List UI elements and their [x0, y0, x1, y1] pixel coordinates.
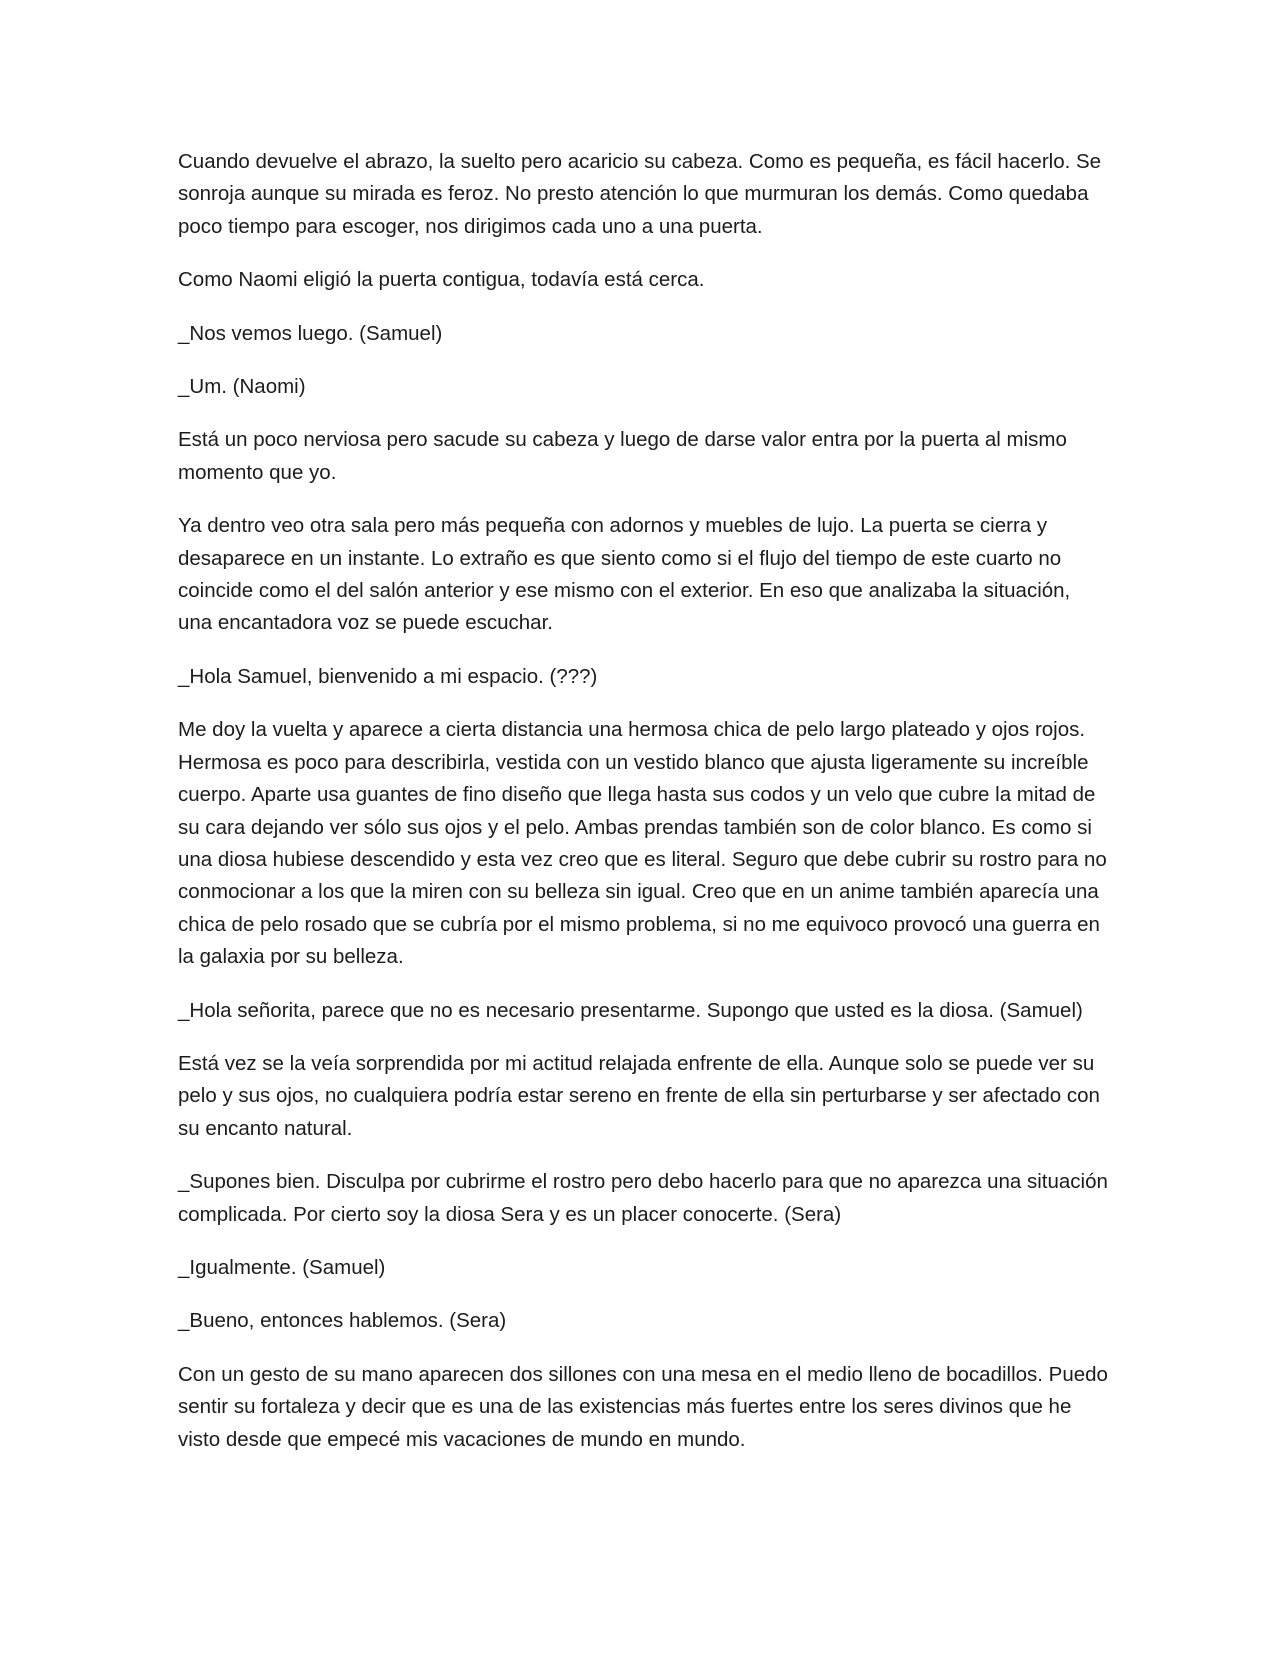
dialogue-line: _Hola señorita, parece que no es necesario presentarme. Supongo que usted es la diosa. (Samuel) — [178, 998, 1083, 1022]
paragraph: Me doy la vuelta y aparece a cierta distancia una hermosa chica de pelo largo plateado y ojos rojos. Hermosa es poco para describirla, vestida con un vestido blanco que ajusta ligeramente su increíble cuerpo. Aparte usa guantes de fino diseño que llega hasta sus codos y un velo que cubre la mitad de su cara dejando ver sólo sus ojos y el pelo. Ambas prendas también son de color blanco. Es como si una diosa hubiese descendido y esta vez creo que es literal. Seguro que debe cubrir su rostro para no conmocionar a los que la miren con su belleza sin igual. Creo que en un anime también aparecía una chica de pelo rosado que se cubría por el mismo problema, si no me equivoco provocó una guerra en la galaxia por su belleza. — [178, 718, 1107, 969]
paragraph: Ya dentro veo otra sala pero más pequeña con adornos y muebles de lujo. La puerta se cierra y desaparece en un instante. Lo extraño es que siento como si el flujo del tiempo de este cuarto no coincide como el del salón anterior y ese mismo con el exterior. En eso que analizaba la situación, una encantadora voz se puede escuchar. — [178, 514, 1071, 635]
paragraph: Está vez se la veía sorprendida por mi actitud relajada enfrente de ella. Aunque solo se puede ver su pelo y sus ojos, no cualquiera podría estar sereno en frente de ella sin perturbarse y ser afectado con su encanto natural. — [178, 1051, 1100, 1140]
dialogue-line: _Supones bien. Disculpa por cubrirme el rostro pero debo hacerlo para que no aparezca una situación complicada. Por cierto soy la diosa Sera y es un placer conocerte. (Sera) — [178, 1170, 1108, 1226]
dialogue-line: _Bueno, entonces hablemos. (Sera) — [178, 1309, 507, 1333]
document-body — [178, 146, 1108, 1477]
paragraph: Con un gesto de su mano aparecen dos sillones con una mesa en el medio lleno de bocadillos. Puedo sentir su fortaleza y decir que es una de las existencias más fuertes entre los seres divinos que he visto desde que empecé mis vacaciones de mundo en mundo. — [178, 1362, 1108, 1451]
dialogue-line: _Igualmente. (Samuel) — [178, 1255, 386, 1279]
dialogue-line: _Um. (Naomi) — [178, 375, 306, 399]
dialogue-line: _Nos vemos luego. (Samuel) — [178, 321, 443, 345]
paragraph: Como Naomi eligió la puerta contigua, todavía está cerca. — [178, 268, 705, 292]
dialogue-line: _Hola Samuel, bienvenido a mi espacio. (???) — [178, 664, 598, 688]
paragraph: Está un poco nerviosa pero sacude su cabeza y luego de darse valor entra por la puerta al mismo momento que yo. — [178, 428, 1067, 484]
paragraph: Cuando devuelve el abrazo, la suelto pero acaricio su cabeza. Como es pequeña, es fácil hacerlo. Se sonroja aunque su mirada es feroz. No presto atención lo que murmuran los demás. Como quedaba poco tiempo para escoger, nos dirigimos cada uno a una puerta. — [178, 150, 1102, 238]
